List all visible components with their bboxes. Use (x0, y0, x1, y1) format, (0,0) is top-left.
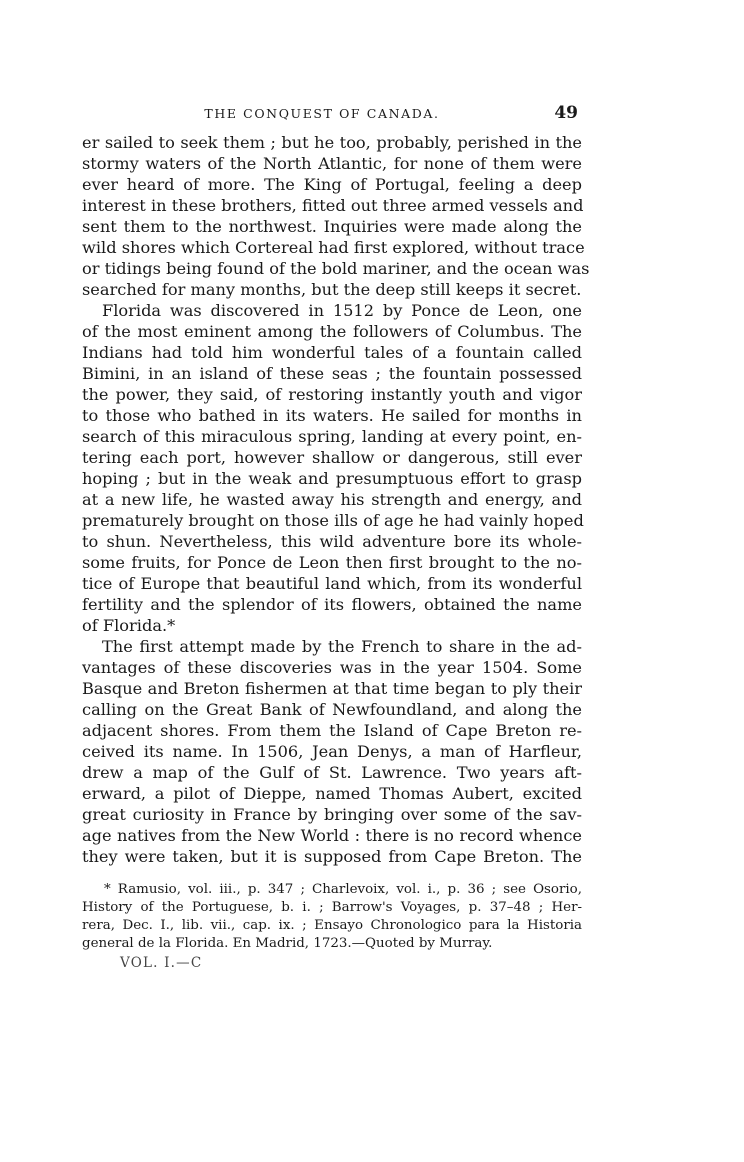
running-head (82, 98, 582, 132)
text-line: vantages of these discoveries was in the year 1504. Some (82, 658, 582, 677)
text-line: to those who bathed in its waters. He sailed for months in (82, 406, 582, 425)
text-line: Bimini, in an island of these seas ; the fountain possessed (82, 364, 582, 383)
body-text (82, 132, 590, 867)
text-line: hoping ; but in the weak and presumptuous effort to grasp (82, 469, 582, 488)
footnote-line: History of the Portuguese, b. i. ; Barrow's Voyages, p. 37–48 ; Her- (82, 900, 582, 915)
text-line: fertility and the splendor of its flowers, obtained the name (82, 595, 582, 614)
text-line: or tidings being found of the bold mariner, and the ocean was (82, 259, 590, 278)
footnote-line: general de la Florida. En Madrid, 1723.—Quoted by Murray. (82, 936, 493, 951)
text-line: to shun. Nevertheless, this wild adventure bore its whole- (82, 532, 582, 551)
signature-mark: VOL. I.—C (120, 955, 203, 971)
text-line: age natives from the New World : there is no record whence (82, 826, 582, 845)
book-page (82, 98, 590, 971)
text-line: wild shores which Cortereal had first explored, without trace (82, 238, 585, 257)
text-line: Indians had told him wonderful tales of a fountain called (82, 343, 582, 362)
text-line: search of this miraculous spring, landing at every point, en- (82, 427, 582, 446)
text-line: stormy waters of the North Atlantic, for none of them were (82, 154, 582, 173)
text-line: of the most eminent among the followers of Columbus. The (82, 322, 582, 341)
text-line: of Florida.* (82, 616, 176, 635)
footnote-line: * Ramusio, vol. iii., p. 347 ; Charlevoix, vol. i., p. 36 ; see Osorio, (104, 882, 582, 897)
running-title: THE CONQUEST OF CANADA. (204, 106, 440, 121)
page-number: 49 (554, 103, 578, 123)
text-line: at a new life, he wasted away his strength and energy, and (82, 490, 582, 509)
footnote-line: rera, Dec. I., lib. vii., cap. ix. ; Ensayo Chronologico para la Historia (82, 918, 582, 933)
text-line: calling on the Great Bank of Newfoundland, and along the (82, 700, 582, 719)
text-line: searched for many months, but the deep still keeps it secret. (82, 280, 582, 299)
text-line: erward, a pilot of Dieppe, named Thomas Aubert, excited (82, 784, 582, 803)
text-line: adjacent shores. From them the Island of Cape Breton re- (82, 721, 582, 740)
text-line: tice of Europe that beautiful land which, from its wonderful (82, 574, 582, 593)
text-line: drew a map of the Gulf of St. Lawrence. Two years aft- (82, 763, 582, 782)
text-line: prematurely brought on those ills of age he had vainly hoped (82, 511, 584, 530)
text-line: great curiosity in France by bringing over some of the sav- (82, 805, 582, 824)
text-line: Florida was discovered in 1512 by Ponce de Leon, one (102, 301, 582, 320)
text-line: ceived its name. In 1506, Jean Denys, a man of Harfleur, (82, 742, 582, 761)
text-line: interest in these brothers, fitted out three armed vessels and (82, 196, 584, 215)
text-line: they were taken, but it is supposed from Cape Breton. The (82, 847, 582, 866)
text-line: er sailed to seek them ; but he too, probably, perished in the (82, 133, 582, 152)
footnote (82, 881, 582, 953)
text-line: The first attempt made by the French to share in the ad- (102, 637, 582, 656)
text-line: ever heard of more. The King of Portugal, feeling a deep (82, 175, 582, 194)
text-line: the power, they said, of restoring instantly youth and vigor (82, 385, 582, 404)
text-line: Basque and Breton fishermen at that time began to ply their (82, 679, 582, 698)
text-line: sent them to the northwest. Inquiries were made along the (82, 217, 582, 236)
text-line: some fruits, for Ponce de Leon then first brought to the no- (82, 553, 582, 572)
text-line: tering each port, however shallow or dangerous, still ever (82, 448, 582, 467)
